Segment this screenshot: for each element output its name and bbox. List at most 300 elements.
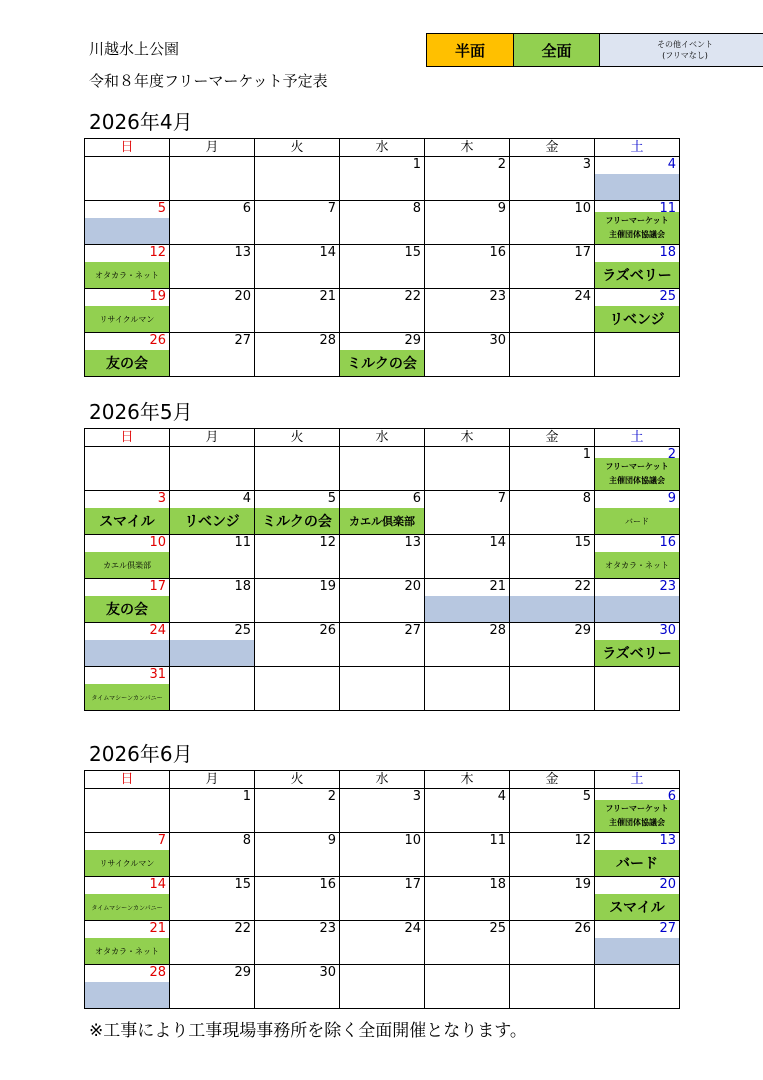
day-number: 21 — [319, 289, 336, 304]
weekday-header: 月 — [170, 429, 255, 447]
week-row — [85, 333, 680, 377]
day-cell — [170, 447, 255, 491]
day-cell — [255, 833, 340, 877]
day-number: 4 — [242, 491, 251, 506]
event-label-line2: 主催団体協議会 — [609, 476, 665, 485]
legend-half: 半面 — [427, 34, 514, 66]
day-number: 6 — [412, 491, 421, 506]
day-cell — [340, 447, 425, 491]
day-number: 1 — [582, 447, 591, 462]
day-number: 12 — [149, 245, 166, 260]
day-cell — [595, 921, 680, 965]
day-number: 8 — [242, 833, 251, 848]
event-band — [85, 508, 169, 534]
event-band — [85, 850, 169, 876]
day-cell — [425, 965, 510, 1009]
event-label: カエル倶楽部 — [349, 515, 415, 528]
event-band — [85, 306, 169, 332]
day-cell — [425, 447, 510, 491]
weekday-header: 金 — [510, 771, 595, 789]
day-cell — [510, 965, 595, 1009]
week-row — [85, 289, 680, 333]
day-cell — [510, 877, 595, 921]
day-cell — [85, 877, 170, 921]
day-number: 23 — [319, 921, 336, 936]
day-number: 21 — [149, 921, 166, 936]
day-number: 6 — [667, 789, 676, 804]
event-label: フリーマーケット — [605, 804, 669, 813]
day-cell — [340, 877, 425, 921]
day-cell — [595, 877, 680, 921]
day-number: 1 — [242, 789, 251, 804]
day-number: 15 — [234, 877, 251, 892]
day-number: 7 — [497, 491, 506, 506]
event-band — [255, 508, 339, 534]
day-cell — [340, 833, 425, 877]
day-cell — [510, 491, 595, 535]
other-event-band — [85, 640, 169, 666]
day-number: 4 — [497, 789, 506, 804]
day-cell — [340, 789, 425, 833]
day-cell — [425, 789, 510, 833]
event-label: バード — [625, 516, 649, 526]
day-cell — [255, 877, 340, 921]
day-cell — [510, 535, 595, 579]
week-row — [85, 157, 680, 201]
event-label: リサイクルマン — [99, 314, 155, 324]
weekday-header: 土 — [595, 139, 680, 157]
day-cell — [425, 245, 510, 289]
day-number: 15 — [404, 245, 421, 260]
day-number: 29 — [574, 623, 591, 638]
day-number: 17 — [574, 245, 591, 260]
day-cell — [255, 447, 340, 491]
other-event-band — [595, 174, 679, 200]
event-label: リベンジ — [609, 312, 665, 328]
day-number: 19 — [574, 877, 591, 892]
day-number: 16 — [659, 535, 676, 550]
day-cell — [510, 579, 595, 623]
day-cell — [255, 157, 340, 201]
day-number: 5 — [157, 201, 166, 216]
day-number: 5 — [582, 789, 591, 804]
day-number: 9 — [327, 833, 336, 848]
day-cell — [85, 289, 170, 333]
event-label-line2: 主催団体協議会 — [609, 818, 665, 827]
day-number: 14 — [319, 245, 336, 260]
weekday-header: 土 — [595, 429, 680, 447]
weekday-header: 日 — [85, 771, 170, 789]
day-number: 13 — [234, 245, 251, 260]
calendar-table — [84, 138, 680, 377]
day-cell — [595, 623, 680, 667]
day-cell — [510, 789, 595, 833]
day-number: 20 — [404, 579, 421, 594]
day-number: 30 — [319, 965, 336, 980]
day-cell — [510, 447, 595, 491]
event-label: オタカラ・ネット — [95, 270, 159, 280]
day-number: 22 — [574, 579, 591, 594]
day-cell — [595, 245, 680, 289]
day-number: 19 — [149, 289, 166, 304]
day-cell — [255, 667, 340, 711]
day-number: 17 — [404, 877, 421, 892]
day-number: 2 — [327, 789, 336, 804]
day-cell — [85, 833, 170, 877]
day-number: 14 — [149, 877, 166, 892]
day-cell — [255, 789, 340, 833]
day-number: 25 — [234, 623, 251, 638]
day-number: 7 — [157, 833, 166, 848]
day-number: 11 — [659, 201, 676, 216]
weekday-header: 火 — [255, 429, 340, 447]
weekday-header: 月 — [170, 139, 255, 157]
week-row — [85, 245, 680, 289]
event-label: リサイクルマン — [99, 858, 155, 868]
day-number: 2 — [497, 157, 506, 172]
day-number: 8 — [582, 491, 591, 506]
event-band — [340, 508, 424, 534]
day-cell — [170, 789, 255, 833]
day-cell — [510, 157, 595, 201]
week-row — [85, 921, 680, 965]
weekday-header: 金 — [510, 429, 595, 447]
day-cell — [255, 579, 340, 623]
event-band — [595, 800, 679, 832]
event-band — [595, 306, 679, 332]
day-cell — [170, 333, 255, 377]
day-cell — [510, 289, 595, 333]
day-cell — [425, 491, 510, 535]
day-cell — [510, 667, 595, 711]
day-cell — [425, 833, 510, 877]
day-cell — [425, 921, 510, 965]
day-number: 23 — [489, 289, 506, 304]
day-cell — [85, 535, 170, 579]
weekday-header: 水 — [340, 429, 425, 447]
week-row — [85, 789, 680, 833]
weekday-header: 木 — [425, 139, 510, 157]
event-band — [595, 850, 679, 876]
legend-other-line2: (フリマなし) — [662, 51, 708, 60]
day-cell — [595, 535, 680, 579]
weekday-header: 土 — [595, 771, 680, 789]
day-number: 5 — [327, 491, 336, 506]
weekday-header: 木 — [425, 771, 510, 789]
day-number: 20 — [659, 877, 676, 892]
day-number: 28 — [319, 333, 336, 348]
day-number: 9 — [667, 491, 676, 506]
page-subtitle: 令和８年度フリーマーケット予定表 — [89, 72, 328, 90]
event-band — [85, 938, 169, 964]
day-number: 27 — [659, 921, 676, 936]
day-cell — [595, 579, 680, 623]
event-band — [340, 350, 424, 376]
day-cell — [255, 965, 340, 1009]
day-cell — [425, 579, 510, 623]
day-number: 26 — [574, 921, 591, 936]
day-number: 24 — [404, 921, 421, 936]
day-cell — [340, 965, 425, 1009]
day-number: 18 — [659, 245, 676, 260]
day-number: 19 — [319, 579, 336, 594]
event-band — [170, 508, 254, 534]
footer-note: ※工事により工事現場事務所を除く全面開催となります。 — [89, 1021, 527, 1041]
day-number: 29 — [234, 965, 251, 980]
day-number: 14 — [489, 535, 506, 550]
day-cell — [255, 491, 340, 535]
day-number: 9 — [497, 201, 506, 216]
day-number: 7 — [327, 201, 336, 216]
day-cell — [340, 921, 425, 965]
day-cell — [170, 877, 255, 921]
event-label: タイムマシーンカンパニー — [91, 694, 163, 702]
day-cell — [595, 965, 680, 1009]
event-band — [595, 640, 679, 666]
event-label: 友の会 — [106, 602, 148, 618]
event-label: オタカラ・ネット — [605, 560, 669, 570]
day-cell — [255, 921, 340, 965]
weekday-header: 火 — [255, 139, 340, 157]
event-band — [595, 894, 679, 920]
event-label-line2: 主催団体協議会 — [609, 230, 665, 239]
day-cell — [595, 289, 680, 333]
day-number: 31 — [149, 667, 166, 682]
day-cell — [595, 157, 680, 201]
day-cell — [85, 333, 170, 377]
day-cell — [85, 157, 170, 201]
weekday-header: 木 — [425, 429, 510, 447]
day-number: 11 — [234, 535, 251, 550]
day-number: 16 — [319, 877, 336, 892]
legend — [426, 33, 763, 67]
weekday-header: 日 — [85, 429, 170, 447]
day-cell — [425, 623, 510, 667]
event-label: 友の会 — [106, 356, 148, 372]
event-band — [595, 552, 679, 578]
week-row — [85, 965, 680, 1009]
day-cell — [510, 245, 595, 289]
day-number: 22 — [404, 289, 421, 304]
day-number: 25 — [489, 921, 506, 936]
day-cell — [170, 491, 255, 535]
week-row — [85, 491, 680, 535]
day-number: 10 — [404, 833, 421, 848]
day-number: 23 — [659, 579, 676, 594]
event-label: スマイル — [99, 514, 155, 530]
day-cell — [595, 333, 680, 377]
day-cell — [510, 833, 595, 877]
month-title: 2026年5月 — [89, 400, 193, 424]
event-label: リベンジ — [184, 514, 240, 530]
day-cell — [510, 201, 595, 245]
day-cell — [170, 535, 255, 579]
day-number: 20 — [234, 289, 251, 304]
day-number: 29 — [404, 333, 421, 348]
day-cell — [340, 667, 425, 711]
day-cell — [85, 789, 170, 833]
day-cell — [170, 623, 255, 667]
event-band — [85, 684, 169, 710]
day-number: 22 — [234, 921, 251, 936]
day-cell — [170, 921, 255, 965]
other-event-band — [595, 596, 679, 622]
day-cell — [255, 333, 340, 377]
event-band — [595, 458, 679, 490]
day-cell — [85, 447, 170, 491]
day-cell — [255, 289, 340, 333]
day-cell — [85, 667, 170, 711]
event-label: ミルクの会 — [262, 514, 332, 530]
event-label: オタカラ・ネット — [95, 946, 159, 956]
day-cell — [340, 491, 425, 535]
day-cell — [340, 535, 425, 579]
day-cell — [85, 623, 170, 667]
event-label: バード — [616, 856, 658, 872]
day-cell — [85, 245, 170, 289]
event-label: スマイル — [609, 900, 665, 916]
calendar-table — [84, 428, 680, 711]
week-row — [85, 447, 680, 491]
day-cell — [85, 201, 170, 245]
day-cell — [510, 623, 595, 667]
weekday-header: 日 — [85, 139, 170, 157]
day-cell — [425, 201, 510, 245]
day-cell — [425, 289, 510, 333]
week-row — [85, 623, 680, 667]
day-number: 25 — [659, 289, 676, 304]
day-number: 3 — [157, 491, 166, 506]
day-number: 12 — [574, 833, 591, 848]
day-number: 8 — [412, 201, 421, 216]
legend-full: 全面 — [514, 34, 600, 66]
day-number: 17 — [149, 579, 166, 594]
event-label: ラズベリー — [602, 646, 672, 662]
weekday-header: 水 — [340, 139, 425, 157]
event-label: フリーマーケット — [605, 216, 669, 225]
day-cell — [340, 157, 425, 201]
day-number: 11 — [489, 833, 506, 848]
weekday-header: 金 — [510, 139, 595, 157]
day-cell — [255, 201, 340, 245]
event-band — [85, 552, 169, 578]
day-cell — [340, 201, 425, 245]
other-event-band — [425, 596, 509, 622]
day-number: 10 — [149, 535, 166, 550]
other-event-band — [170, 640, 254, 666]
day-number: 3 — [412, 789, 421, 804]
day-cell — [595, 491, 680, 535]
day-cell — [425, 157, 510, 201]
day-cell — [595, 789, 680, 833]
day-cell — [85, 491, 170, 535]
day-cell — [170, 289, 255, 333]
other-event-band — [595, 938, 679, 964]
weekday-header: 火 — [255, 771, 340, 789]
weekday-header: 月 — [170, 771, 255, 789]
month-title: 2026年6月 — [89, 742, 193, 766]
day-cell — [255, 623, 340, 667]
day-number: 13 — [659, 833, 676, 848]
day-number: 28 — [149, 965, 166, 980]
event-band — [85, 350, 169, 376]
day-cell — [425, 667, 510, 711]
day-cell — [340, 579, 425, 623]
day-number: 13 — [404, 535, 421, 550]
day-number: 24 — [574, 289, 591, 304]
day-number: 18 — [234, 579, 251, 594]
day-number: 30 — [659, 623, 676, 638]
event-band — [595, 508, 679, 534]
day-cell — [170, 833, 255, 877]
weekday-header-row — [85, 139, 680, 157]
day-number: 15 — [574, 535, 591, 550]
event-label: フリーマーケット — [605, 462, 669, 471]
day-cell — [170, 965, 255, 1009]
day-number: 27 — [404, 623, 421, 638]
day-cell — [340, 333, 425, 377]
day-cell — [170, 157, 255, 201]
event-band — [85, 262, 169, 288]
day-number: 10 — [574, 201, 591, 216]
day-cell — [595, 667, 680, 711]
day-cell — [170, 201, 255, 245]
day-cell — [255, 245, 340, 289]
event-label: ラズベリー — [602, 268, 672, 284]
other-event-band — [85, 218, 169, 244]
day-cell — [170, 245, 255, 289]
day-cell — [595, 201, 680, 245]
day-cell — [425, 333, 510, 377]
legend-other-line1: その他イベント — [657, 40, 713, 49]
week-row — [85, 579, 680, 623]
day-cell — [170, 579, 255, 623]
event-label: ミルクの会 — [347, 356, 417, 372]
legend-other — [600, 34, 763, 66]
day-cell — [340, 245, 425, 289]
day-cell — [170, 667, 255, 711]
day-number: 16 — [489, 245, 506, 260]
weekday-header-row — [85, 429, 680, 447]
day-number: 30 — [489, 333, 506, 348]
day-number: 28 — [489, 623, 506, 638]
day-number: 12 — [319, 535, 336, 550]
day-cell — [510, 333, 595, 377]
event-label: カエル倶楽部 — [103, 560, 151, 570]
day-number: 1 — [412, 157, 421, 172]
week-row — [85, 877, 680, 921]
day-number: 27 — [234, 333, 251, 348]
other-event-band — [510, 596, 594, 622]
weekday-header-row — [85, 771, 680, 789]
event-band — [85, 596, 169, 622]
day-cell — [340, 289, 425, 333]
day-number: 4 — [667, 157, 676, 172]
day-cell — [85, 579, 170, 623]
month-title: 2026年4月 — [89, 110, 193, 134]
day-number: 26 — [149, 333, 166, 348]
day-cell — [595, 447, 680, 491]
day-number: 18 — [489, 877, 506, 892]
other-event-band — [85, 982, 169, 1008]
day-cell — [595, 833, 680, 877]
week-row — [85, 535, 680, 579]
page-title: 川越水上公園 — [89, 40, 180, 58]
day-number: 3 — [582, 157, 591, 172]
day-number: 24 — [149, 623, 166, 638]
event-band — [595, 262, 679, 288]
day-number: 6 — [242, 201, 251, 216]
